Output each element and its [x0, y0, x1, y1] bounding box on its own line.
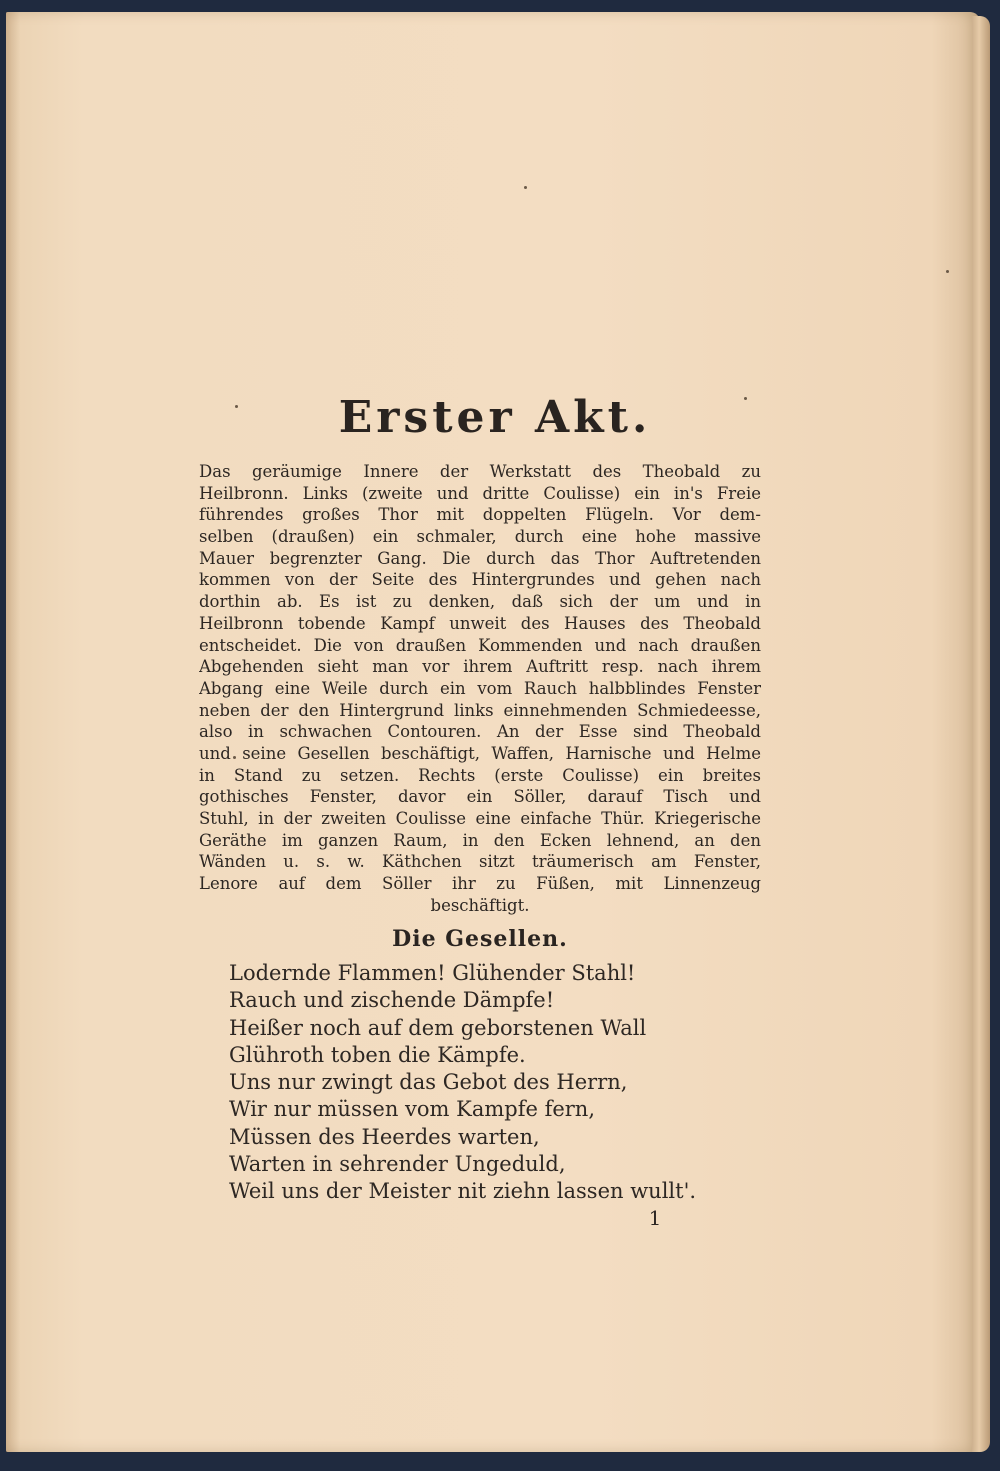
verse-line: Heißer noch auf dem geborstenen Wall: [229, 1015, 647, 1040]
stage-direction-line: dorthin ab. Es ist zu denken, daß sich der um und in: [199, 592, 761, 612]
stage-direction-line: beschäftigt.: [430, 895, 530, 915]
stage-direction-line: führendes großes Thor mit doppelten Flügeln. Vor dem-: [199, 505, 761, 525]
verse-line: Wir nur müssen vom Kampfe fern,: [229, 1097, 596, 1122]
verse-line: Weil uns der Meister nit ziehn lassen wullt'.: [229, 1179, 697, 1204]
stage-direction-line: gothisches Fenster, davor ein Söller, darauf Tisch und: [199, 787, 761, 807]
stage-direction-line: Wänden u. s. w. Käthchen sitzt träumerisch am Fenster,: [199, 852, 761, 872]
verse-line: Rauch und zischende Dämpfe!: [229, 988, 555, 1013]
stage-direction-line: Heilbronn. Links (zweite und dritte Coulisse) ein in's Freie: [199, 483, 761, 503]
verse-line: Müssen des Heerdes warten,: [229, 1124, 540, 1149]
stage-direction-line: Geräthe im ganzen Raum, in den Ecken lehnend, an den: [199, 830, 761, 850]
stage-direction-line: entscheidet. Die von draußen Kommenden und nach draußen: [199, 635, 761, 655]
paper-speck: [524, 186, 527, 189]
stage-direction-line: in Stand zu setzen. Rechts (erste Coulisse) ein breites: [199, 765, 761, 785]
stage-direction-line: und seine Gesellen beschäftigt, Waffen, Harnische und Helme: [199, 743, 761, 763]
stage-direction-line: selben (draußen) ein schmaler, durch eine hohe massive: [199, 527, 761, 547]
stage-direction-line: Heilbronn tobende Kampf unweit des Hauses des Theobald: [199, 613, 761, 633]
page-edge: [972, 16, 990, 1452]
stage-direction-line: also in schwachen Contouren. An der Esse sind Theobald: [199, 722, 761, 742]
verse-line: Lodernde Flammen! Glühender Stahl!: [229, 961, 636, 985]
stage-direction-line: neben der den Hintergrund links einnehmenden Schmiedeesse,: [199, 700, 761, 720]
stage-direction-line: Stuhl, in der zweiten Coulisse eine einfache Thür. Kriegerische: [199, 809, 761, 828]
stage-direction-line: kommen von der Seite des Hintergrundes und gehen nach: [199, 570, 761, 590]
speaker-heading: Die Gesellen.: [392, 926, 568, 952]
verse-line: Glühroth toben die Kämpfe.: [229, 1042, 526, 1067]
stage-direction-line: Lenore auf dem Söller ihr zu Füßen, mit Linnenzeug: [199, 874, 761, 894]
stage-direction: [199, 461, 761, 916]
page-number: 1: [648, 1206, 662, 1230]
stage-direction-line: Das geräumige Innere der Werkstatt des Theobald zu: [199, 462, 761, 481]
stage-direction-line: Mauer begrenzter Gang. Die durch das Thor Auftretenden: [199, 548, 761, 568]
act-title: Erster Akt.: [338, 392, 652, 443]
stage-direction-line: Abgehenden sieht man vor ihrem Auftritt resp. nach ihrem: [199, 657, 761, 677]
verse-line: Warten in sehrender Ungeduld,: [229, 1152, 566, 1177]
verse-block: [229, 960, 769, 1206]
stage-direction-line: Abgang eine Weile durch ein vom Rauch halbblindes Fenster: [199, 678, 761, 698]
page-gutter-shadow: [6, 12, 20, 1452]
verse-line: Uns nur zwingt das Gebot des Herrn,: [229, 1070, 628, 1095]
paper-speck: [946, 270, 949, 273]
